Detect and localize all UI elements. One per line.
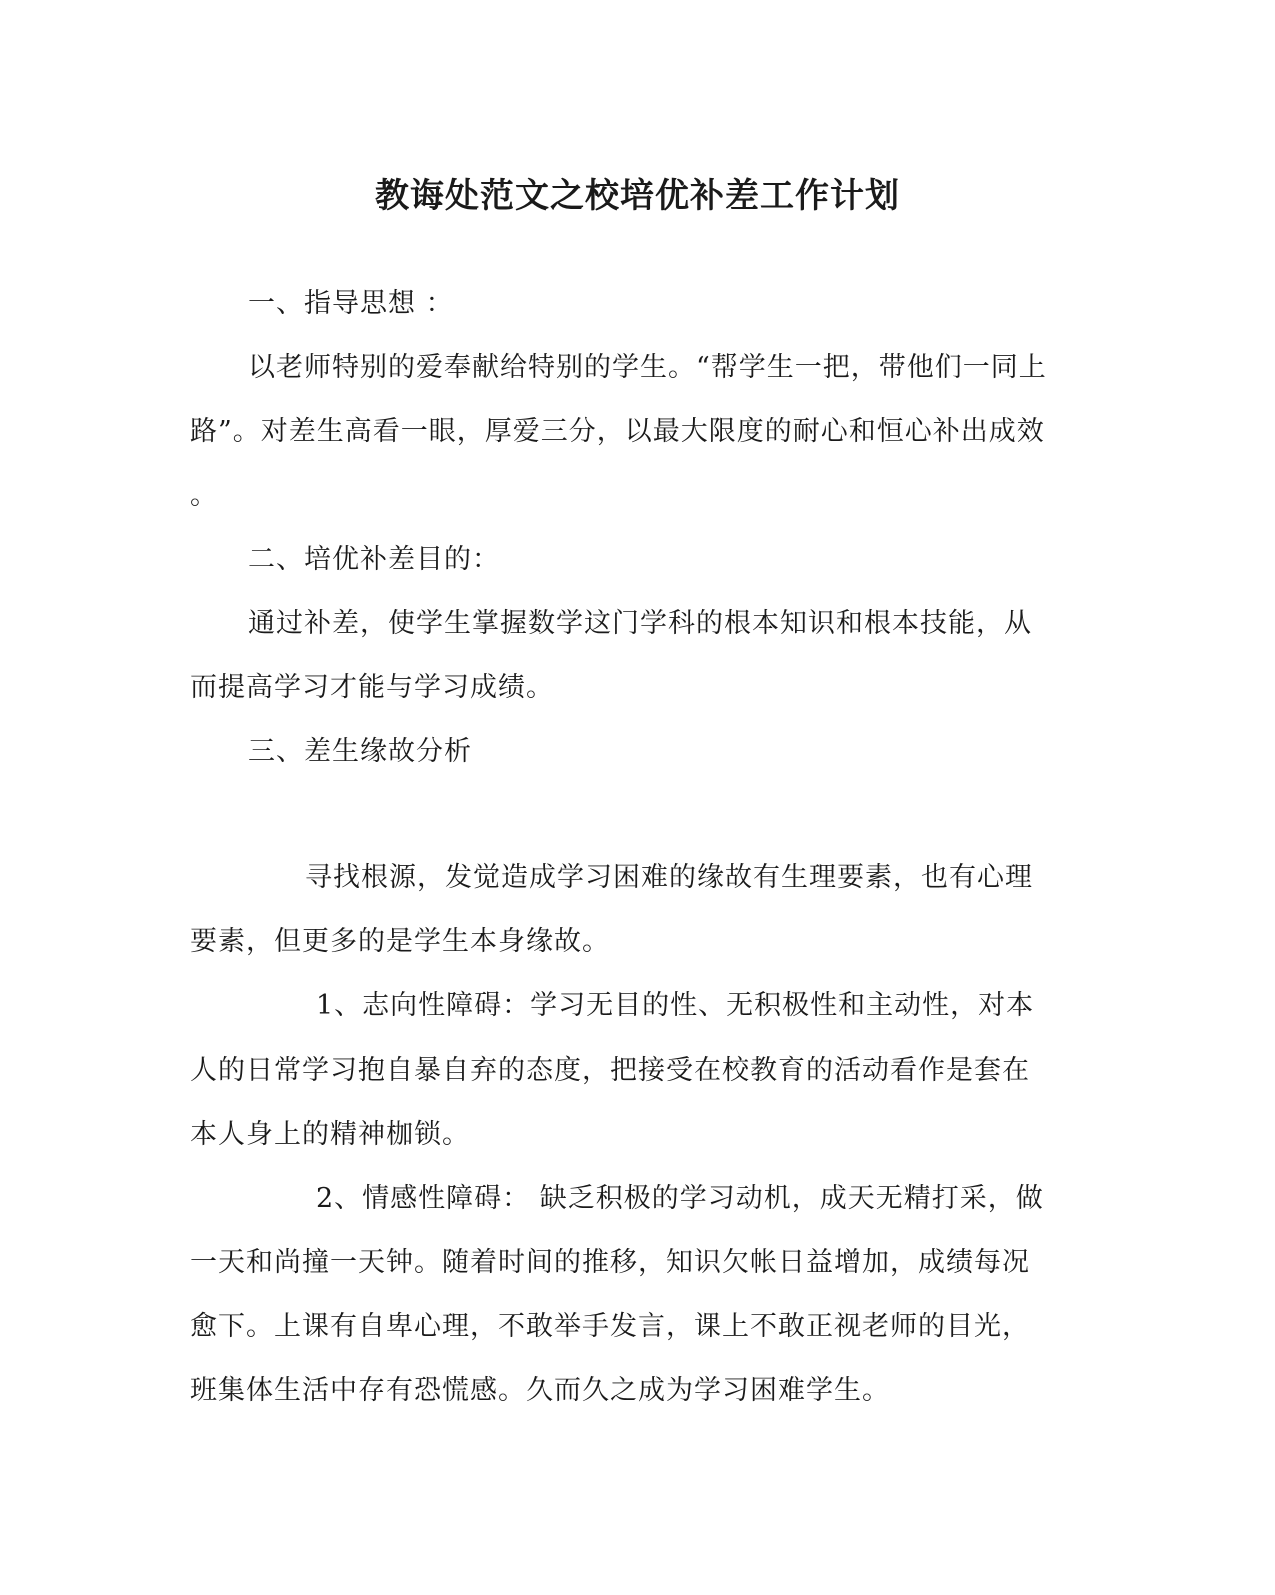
- paragraph-line: 以老师特别的爱奉献给特别的学生。“帮学生一把，带他们一同上: [248, 352, 1047, 383]
- paragraph-line: 而提高学习才能与学习成绩。: [190, 672, 554, 703]
- paragraph-line: 通过补差，使学生掌握数学这门学科的根本知识和根本技能，从: [248, 608, 1032, 639]
- list-item-line: 一天和尚撞一天钟。随着时间的推移，知识欠帐日益增加，成绩每况: [190, 1247, 1030, 1278]
- list-item-line: 人的日常学习抱自暴自弃的态度，把接受在校教育的活动看作是套在: [190, 1055, 1030, 1086]
- section-heading-purpose: 二、培优补差目的：: [248, 544, 500, 575]
- section-heading-cause-analysis: 三、差生缘故分析: [248, 736, 472, 767]
- list-item-line: 班集体生活中存有恐慌感。久而久之成为学习困难学生。: [190, 1375, 890, 1406]
- document-title: 教诲处范文之校培优补差工作计划: [375, 176, 900, 216]
- paragraph-line: 寻找根源，发觉造成学习困难的缘故有生理要素，也有心理: [305, 862, 1033, 893]
- paragraph-line: 。: [190, 480, 218, 511]
- list-item-line: 本人身上的精神枷锁。: [190, 1119, 470, 1150]
- list-item-line: 1、志向性障碍：学习无目的性、无积极性和主动性，对本: [316, 990, 1035, 1021]
- paragraph-line: 要素，但更多的是学生本身缘故。: [190, 926, 610, 957]
- paragraph-line: 路”。对差生高看一眼，厚爱三分，以最大限度的耐心和恒心补出成效: [190, 416, 1045, 447]
- list-item-line: 2、情感性障碍： 缺乏积极的学习动机，成天无精打采，做: [316, 1183, 1044, 1214]
- list-item-line: 愈下。上课有自卑心理，不敢举手发言，课上不敢正视老师的目光，: [190, 1311, 1030, 1342]
- section-heading-guiding-ideology: 一、指导思想 ：: [248, 288, 454, 319]
